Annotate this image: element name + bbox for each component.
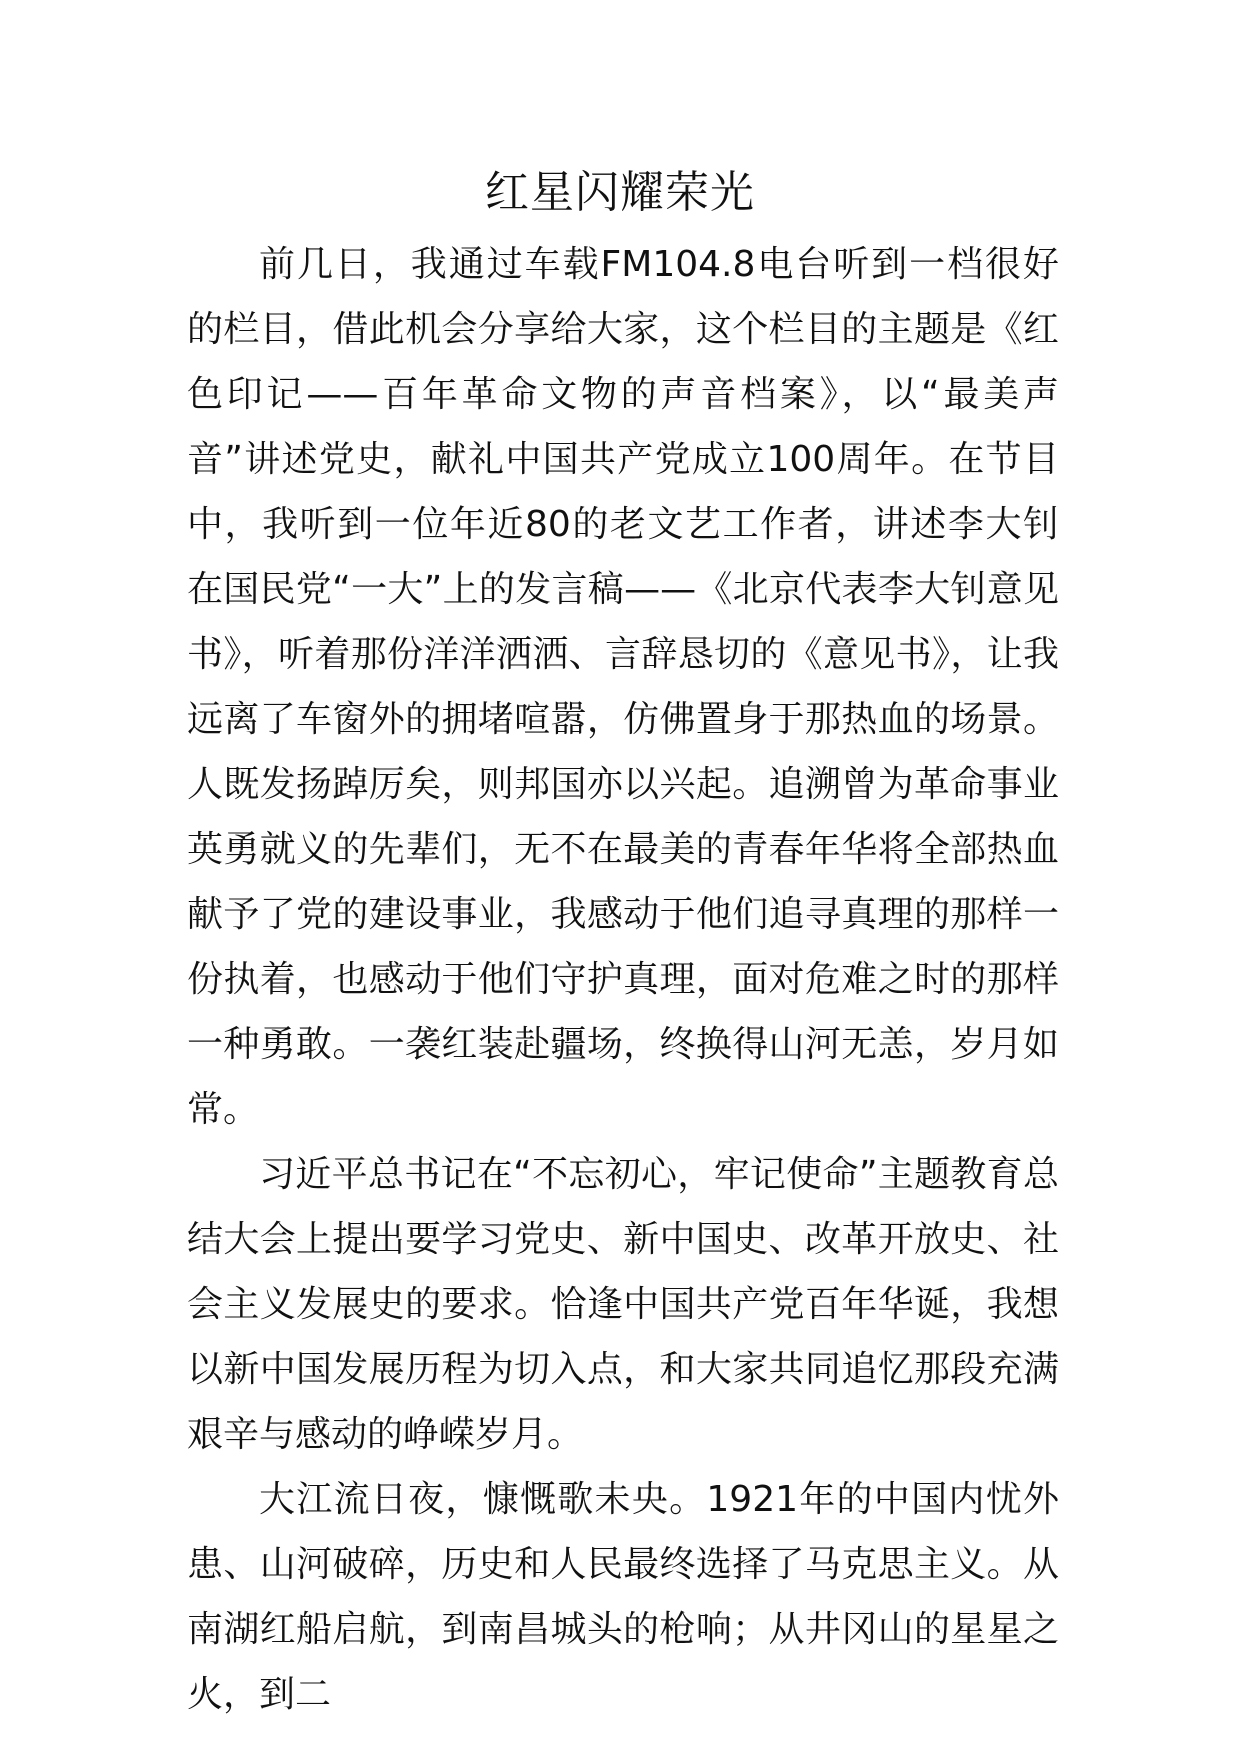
paragraph-1: 前几日，我通过车载FM104.8电台听到一档很好的栏目，借此机会分享给大家，这个栏目的主题是《红色印记——百年革命文物的声音档案》，以“最美声音”讲述党史，献礼中国共产党成立100周年。在节目中，我听到一位年近80的老文艺工作者，讲述李大钊在国民党“一大”上的发言稿——《北京代表李大钊意见书》，听着那份洋洋洒洒、言辞恳切的《意见书》，让我远离了车窗外的拥堵喧嚣，仿佛置身于那热血的场景。人既发扬踔厉矣，则邦国亦以兴起。追溯曾为革命事业英勇就义的先辈们，无不在最美的青春年华将全部热血献予了党的建设事业，我感动于他们追寻真理的那样一份执着，也感动于他们守护真理，面对危难之时的那样一种勇敢。一袭红装赴疆场，终换得山河无恙，岁月如常。	[187, 244, 1059, 1130]
document-title: 红星闪耀荣光	[485, 167, 755, 218]
paragraph-2: 习近平总书记在“不忘初心，牢记使命”主题教育总结大会上提出要学习党史、新中国史、改革开放史、社会主义发展史的要求。恰逢中国共产党百年华诞，我想以新中国发展历程为切入点，和大家共同追忆那段充满艰辛与感动的峥嵘岁月。	[187, 1154, 1059, 1455]
document-body	[187, 232, 1059, 1727]
paragraph-3: 大江流日夜，慷慨歌未央。1921年的中国内忧外患、山河破碎，历史和人民最终选择了马克思主义。从南湖红船启航，到南昌城头的枪响；从井冈山的星星之火，到二	[187, 1479, 1059, 1715]
